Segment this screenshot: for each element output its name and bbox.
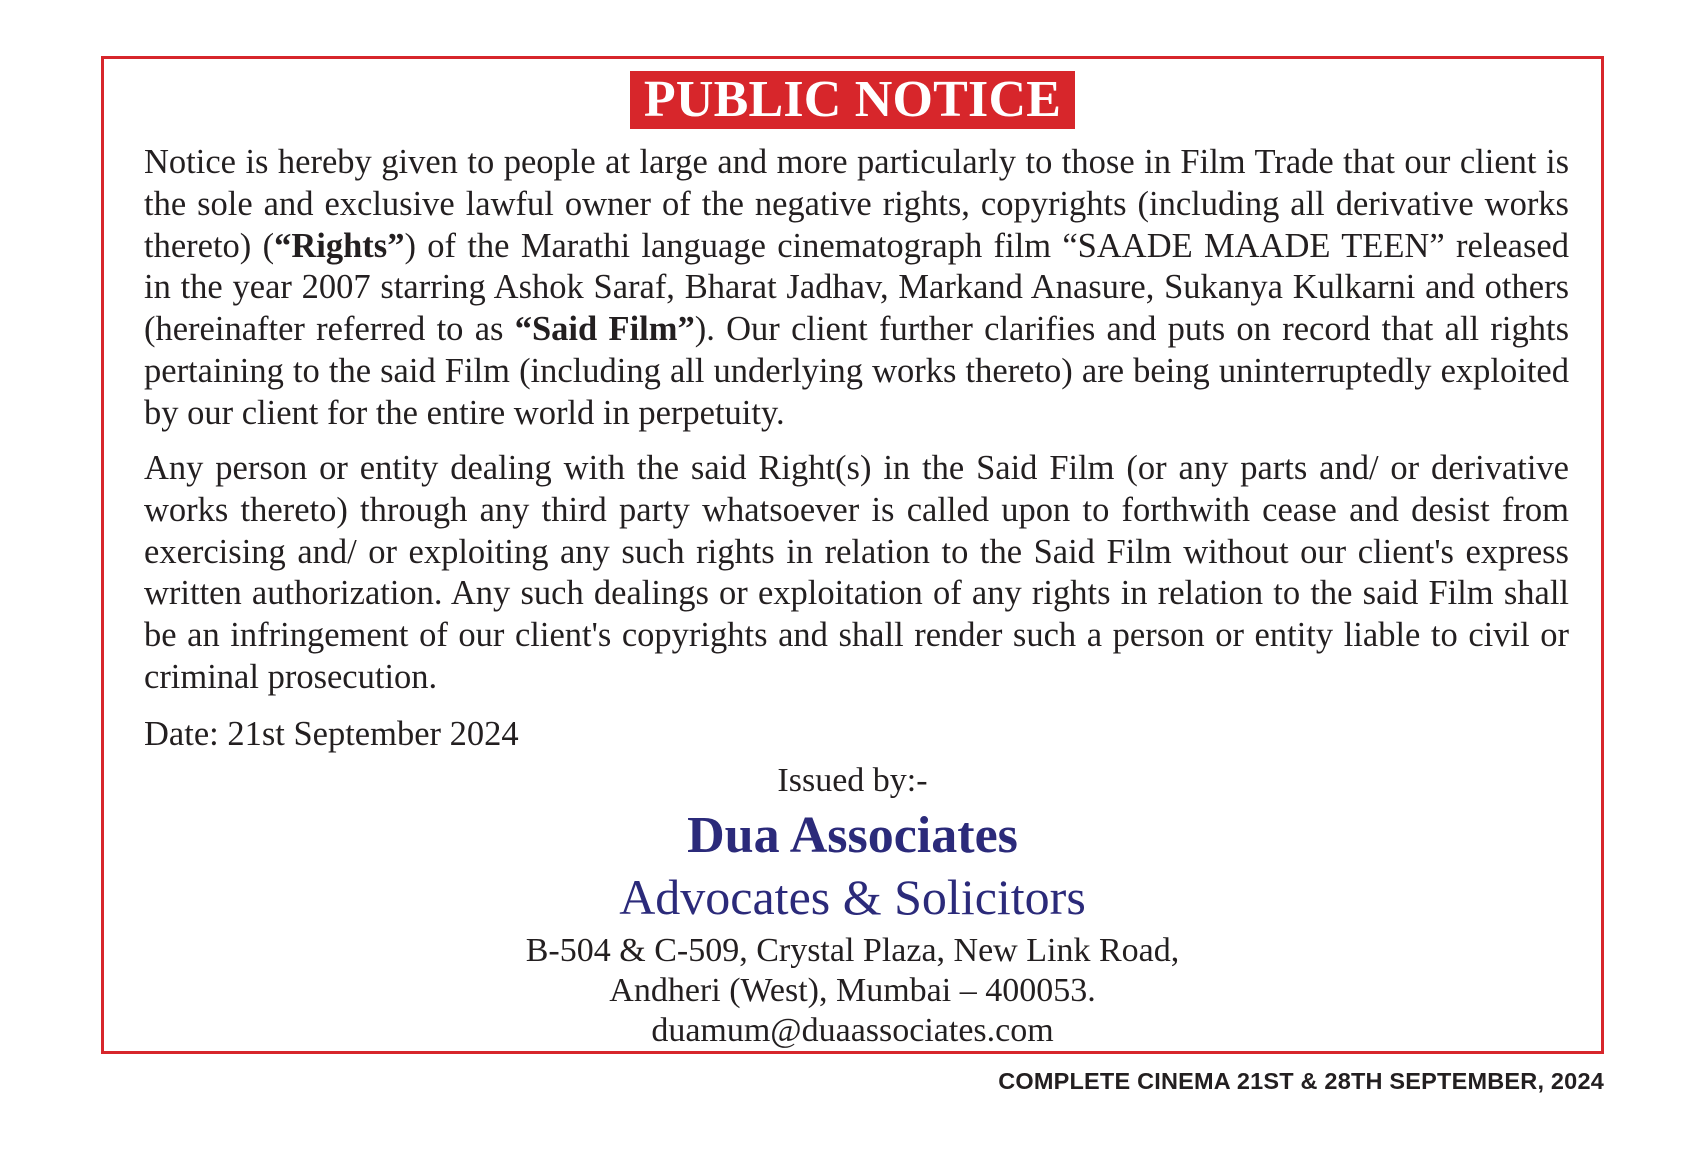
notice-paragraph-2: Any person or entity dealing with the said Right(s) in the Said Film (or any parts and/ or derivative works thereto) through any third party whatsoever is called upon to forthwith cease and desist from exercising and/ or exploiting any such rights in relation to the Said Film without our client's express written authorization. Any such dealings or exploitation of any rights in relation to the said Film shall be an infringement of our client's copyrights and shall render such a person or entity liable to civil or criminal prosecution. xyxy=(144,449,1569,696)
address-line-2: Andheri (West), Mumbai – 400053. xyxy=(609,972,1096,1009)
notice-date: Date: 21st September 2024 xyxy=(144,715,519,753)
notice-title: PUBLIC NOTICE xyxy=(630,71,1075,129)
para1-text-3: ). Our client further clarifies and puts on record that all rights pertaining to the said Film (including all underlying works thereto) are being uninterruptedly exploited by our client for the entire world in perpetuity. xyxy=(144,310,1569,432)
para1-text-1: Notice is hereby given to people at large and more particularly to those in Film Trade that our client is the sole and exclusive lawful owner of the negative rights, copyrights (including all derivative works thereto) ( xyxy=(144,143,1569,265)
title-wrap xyxy=(104,71,1601,129)
public-notice-box xyxy=(101,56,1604,1054)
email-address: duamum@duaassociates.com xyxy=(651,1012,1054,1049)
para1-bold-said-film: “Said Film” xyxy=(514,310,695,349)
para1-text-2: ) of the Marathi language cinematograph film “SAADE MAADE TEEN” released in the year 2007 starring Ashok Saraf, Bharat Jadhav, Markand Anasure, Sukanya Kulkarni and others (hereinafter referred to as xyxy=(144,226,1569,349)
issuer-block xyxy=(104,761,1601,1051)
firm-type: Advocates & Solicitors xyxy=(619,869,1086,925)
firm-name: Dua Associates xyxy=(687,807,1018,864)
publication-footer: COMPLETE CINEMA 21ST & 28TH SEPTEMBER, 2024 xyxy=(998,1068,1604,1094)
issued-by-label: Issued by:- xyxy=(777,762,928,799)
notice-paragraph-1 xyxy=(144,142,1569,435)
para1-bold-rights: “Rights” xyxy=(274,226,405,265)
address-line-1: B-504 & C-509, Crystal Plaza, New Link Road, xyxy=(525,932,1180,969)
